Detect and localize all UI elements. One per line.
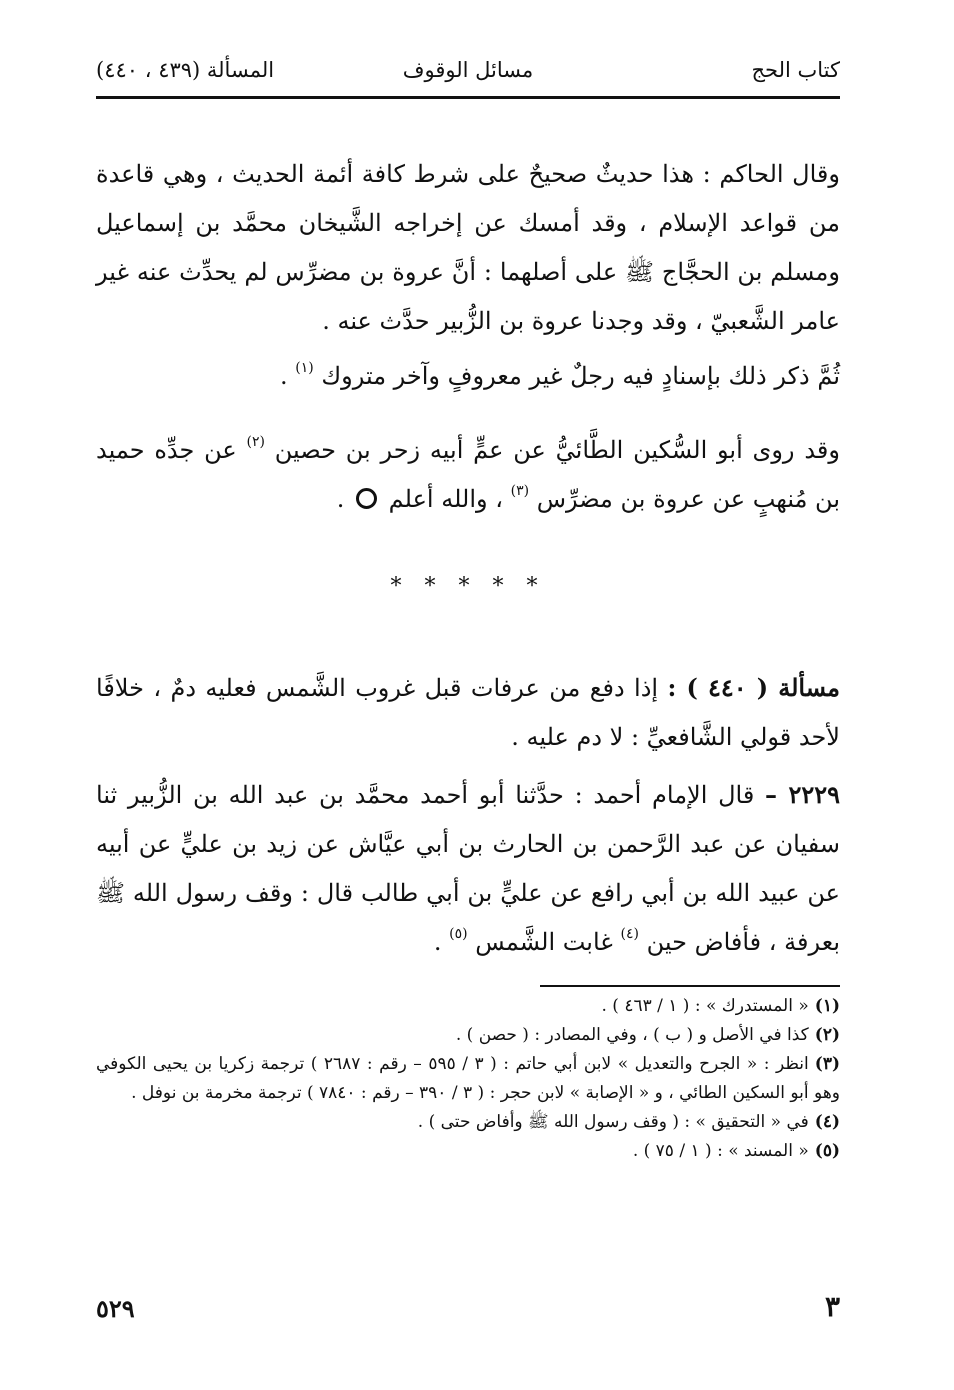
footnote-text: كذا في الأصل و ( ب ) ، وفي المصادر : ( حصن ) .	[455, 1025, 809, 1045]
paragraph-abu-sukain-end: .	[336, 485, 353, 513]
hadith-number: ٢٢٢٩ –	[765, 780, 841, 809]
paragraph-abu-sukain	[96, 426, 840, 524]
footnote-ref-5[interactable]: (٥)	[449, 926, 468, 942]
footnote-ref-3[interactable]: (٣)	[510, 483, 530, 499]
paragraph-abu-sukain-c: ، والله أعلم	[388, 485, 511, 513]
section-divider-stars: * * * * *	[390, 574, 546, 599]
footnote-ref-2[interactable]: (٢)	[246, 434, 265, 450]
footnote-number: (٢)	[814, 1025, 840, 1045]
footnote-ref-4[interactable]: (٤)	[620, 926, 639, 942]
chapter-title: مسائل الوقوف	[402, 58, 534, 82]
issue-range: المسألة (٤٣٩ ، ٤٤٠)	[96, 58, 275, 82]
hadith-text-mid: غابت الشَّمس	[475, 928, 621, 956]
footnote-number: (٣)	[814, 1054, 840, 1074]
paragraph-hakim: وقال الحاكم : هذا حديثٌ صحيحٌ على شرط كافة أئمة الحديث ، وهي قاعدة من قواعد الإسلام ، وقد أمسك عن إخراجه الشَّيخان محمَّد بن إسماعيل ومسلم بن الحجَّاج ﷺ على أصلهما : أنَّ عروة بن مضرِّس لم يحدِّث عنه غير عامر الشَّعبيّ ، وقد وجدنا عروة بن الزُّبير حدَّث عنه .	[96, 160, 840, 335]
footnotes-list	[96, 992, 840, 1166]
issue-440-text: إذا دفع من عرفات قبل غروب الشَّمس فعليه دمٌ ، خلافًا لأحد قولي الشَّافعيِّ : لا دم عليه .	[96, 674, 840, 751]
page-number: ٥٢٩	[96, 1294, 135, 1323]
paragraph-isnad-end: .	[279, 362, 296, 390]
footnote-3	[96, 1050, 840, 1108]
footnote-number: (٤)	[814, 1112, 840, 1132]
footnote-text: « المسند » : ( ١ / ٧٥ ) .	[632, 1141, 809, 1161]
footnote-5	[96, 1137, 840, 1166]
paragraph-abu-sukain-b: عن جدِّه حميد بن مُنهبٍ عن عروة بن مضرِّس	[96, 436, 840, 513]
end-circle-icon	[356, 488, 377, 509]
issue-440-paragraph	[96, 663, 840, 762]
issue-440-lead: مسألة ( ٤٤٠ ) :	[667, 673, 840, 702]
footnote-text: انظر : « الجرح والتعديل » لابن أبي حاتم : ( ٣ / ٥٩٥ – رقم : ٢٦٨٧ ) ترجمة زكريا بن يحيى الكوفي وهو أبو السكين الطائي ، و « الإصابة » لابن حجر : ( ٣ / ٣٩٠ – رقم : ٧٨٤٠ ) ترجمة مخرمة بن نوفل .	[96, 1054, 840, 1103]
paragraph-isnad	[96, 352, 840, 401]
footnote-number: (١)	[814, 996, 840, 1016]
hadith-text-end: .	[433, 928, 450, 956]
running-head	[96, 52, 840, 92]
header-rule	[96, 96, 840, 99]
footnote-number: (٥)	[814, 1141, 840, 1161]
footnote-4	[96, 1108, 840, 1137]
footnote-text: « المستدرك » : ( ١ / ٤٦٣ ) .	[601, 996, 809, 1016]
paragraph-isnad-text: ثُمَّ ذكر ذلك بإسنادٍ فيه رجلٌ غير معروفٍ وآخر متروك	[321, 362, 840, 390]
footnote-text: في « التحقيق » : ( وقف رسول الله ﷺ وأفاض حتى ) .	[417, 1112, 809, 1132]
paragraph-abu-sukain-a: وقد روى أبو السُّكين الطَّائيُّ عن عمٍّ أبيه زحر بن حصين	[274, 436, 840, 464]
footnote-ref-1[interactable]: (١)	[295, 360, 314, 376]
footnote-rule	[540, 985, 840, 987]
volume-number: ٣	[824, 1290, 840, 1323]
footnote-2	[96, 1021, 840, 1050]
hadith-text: قال الإمام أحمد : حدَّثنا أبو أحمد محمَّد بن عبد الله بن الزُّبير ثنا سفيان عن عبد الرَّحمن بن الحارث بن أبي عيَّاش عن زيد بن عليٍّ عن أبيه عن عبيد الله بن أبي رافع عن عليٍّ بن أبي طالب قال : وقف رسول الله ﷺ بعرفة ، فأفاض حين	[96, 781, 840, 956]
footnote-1	[96, 992, 840, 1021]
book-title: كتاب الحج	[751, 58, 840, 82]
hadith-2229-paragraph	[96, 770, 840, 967]
